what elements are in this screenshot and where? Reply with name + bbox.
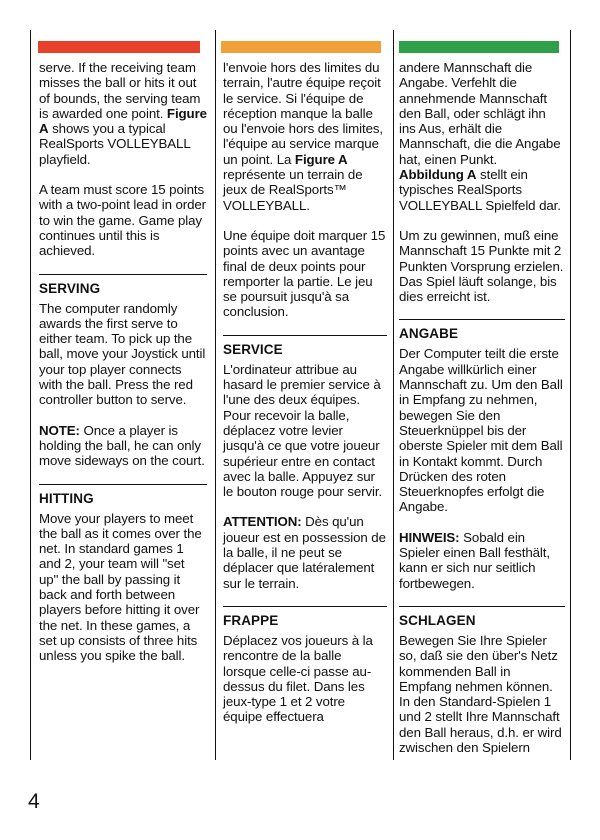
section-rule: [223, 335, 387, 336]
hitting-paragraph: Move your players to meet the ball as it comes over the net. In standard games 1 and 2, your team will "set up" the ball by passing it back and forth between players before hitting it over the net. In these games, a set up consists of three hits unless you spike the ball.: [39, 510, 202, 664]
section-rule: [399, 319, 565, 320]
angabe-heading: ANGABE: [399, 326, 459, 342]
french-scoring-paragraph: Une équipe doit marquer 15 points avec un avantage final de deux points pour remporter la partie. Le jeu se poursuit jusqu'à sa conclusion.: [223, 227, 386, 320]
schlagen-paragraph: Bewegen Sie Ihre Spieler so, daß sie den über's Netz kommenden Ball in Empfang nehmen können. In den Standard-Spielen 1 und 2 stellt Ihre Mannschaft den Ball heraus, d.h. er wird zwischen den Spielern: [399, 632, 562, 755]
german-color-bar: [399, 41, 559, 53]
figure-reference: Figure A: [39, 105, 207, 137]
attention-paragraph: ATTENTION: Dès qu'un joueur est en possession de la balle, il ne peut se déplacer que latéralement sur le terrain.: [223, 514, 386, 591]
german-scoring-paragraph: Um zu gewinnen, muß eine Mannschaft 15 Punkte mit 2 Punkten Vorsprung erzielen. Das Spiel läuft solange, bis dies erreicht ist.: [399, 227, 564, 305]
french-column: [215, 30, 393, 760]
french-color-bar: [221, 41, 381, 53]
angabe-paragraph: Der Computer teilt die erste Angabe willkürlich einer Mannschaft zu. Um den Ball in Empfang zu nehmen, bewegen Sie den Steuerknüppel bis der oberste Spieler mit dem Ball in Kontakt kommt. Durch Drücken des roten Steuerknopfes erfolgt die Angabe.: [399, 346, 563, 515]
figure-reference: Abbildung A: [399, 167, 477, 183]
english-intro-paragraph: serve. If the receiving team misses the ball or hits it out of bounds, the serving team is awarded one point. Figure A shows you a typical RealSports VOLLEYBALL playfield.: [39, 60, 207, 167]
frappe-heading: FRAPPE: [223, 612, 279, 628]
column-divider: [570, 30, 571, 760]
english-scoring-paragraph: A team must score 15 points with a two-point lead in order to win the game. Game play continues until this is achieved.: [39, 182, 206, 259]
serving-paragraph: The computer randomly awards the first serve to either team. To pick up the ball, move your Joystick until your top player connects with the ball. Press the red controller button to serve.: [39, 300, 206, 408]
hinweis-paragraph: HINWEIS: Sobald ein Spieler einen Ball festhält, kann er sich nur seitlich fortbewegen.: [399, 529, 550, 591]
page-number: 4: [28, 790, 40, 813]
service-paragraph: L'ordinateur attribue au hasard le premier service à l'une des deux équipes. Pour recevoir la balle, déplacez votre levier jusqu'à ce que votre joueur supérieur entre en contact avec la balle. Appuyez sur le bouton rouge pour servir.: [223, 361, 383, 500]
service-heading: SERVICE: [223, 341, 283, 357]
english-color-bar: [38, 41, 200, 53]
section-rule: [39, 274, 207, 275]
section-rule: [223, 606, 387, 607]
french-intro-paragraph: l'envoie hors des limites du terrain, l'autre équipe reçoit le service. Si l'équipe de réception manque la balle ou l'envoie hors des limites, l'équipe au service marque un point. La Figure A représente un terrain de jeux de RealSports™ VOLLEYBALL.: [223, 60, 384, 213]
section-rule: [399, 606, 565, 607]
frappe-paragraph: Déplacez vos joueurs à la rencontre de la balle lorsque celle-ci passe au-dessus du filet. Dans les jeux-type 1 et 2 votre équipe effectuera: [223, 632, 373, 725]
german-intro-paragraph: andere Mannschaft die Angabe. Verfehlt die annehmende Mannschaft den Ball, oder schlägt ihn ins Aus, erhält die Mannschaft, die die Angabe hat, einen Punkt. Abbildung A stellt ein typisches RealSports VOLLEYBALL Spielfeld dar.: [399, 60, 561, 213]
schlagen-heading: SCHLAGEN: [399, 612, 476, 628]
note-paragraph: NOTE: Once a player is holding the ball, he can only move sideways on the court.: [39, 422, 205, 469]
hitting-heading: HITTING: [39, 490, 94, 506]
english-column: [30, 30, 215, 760]
serving-heading: SERVING: [39, 280, 101, 296]
figure-reference: Figure A: [294, 151, 348, 167]
section-rule: [39, 484, 207, 485]
german-column: [393, 30, 570, 760]
